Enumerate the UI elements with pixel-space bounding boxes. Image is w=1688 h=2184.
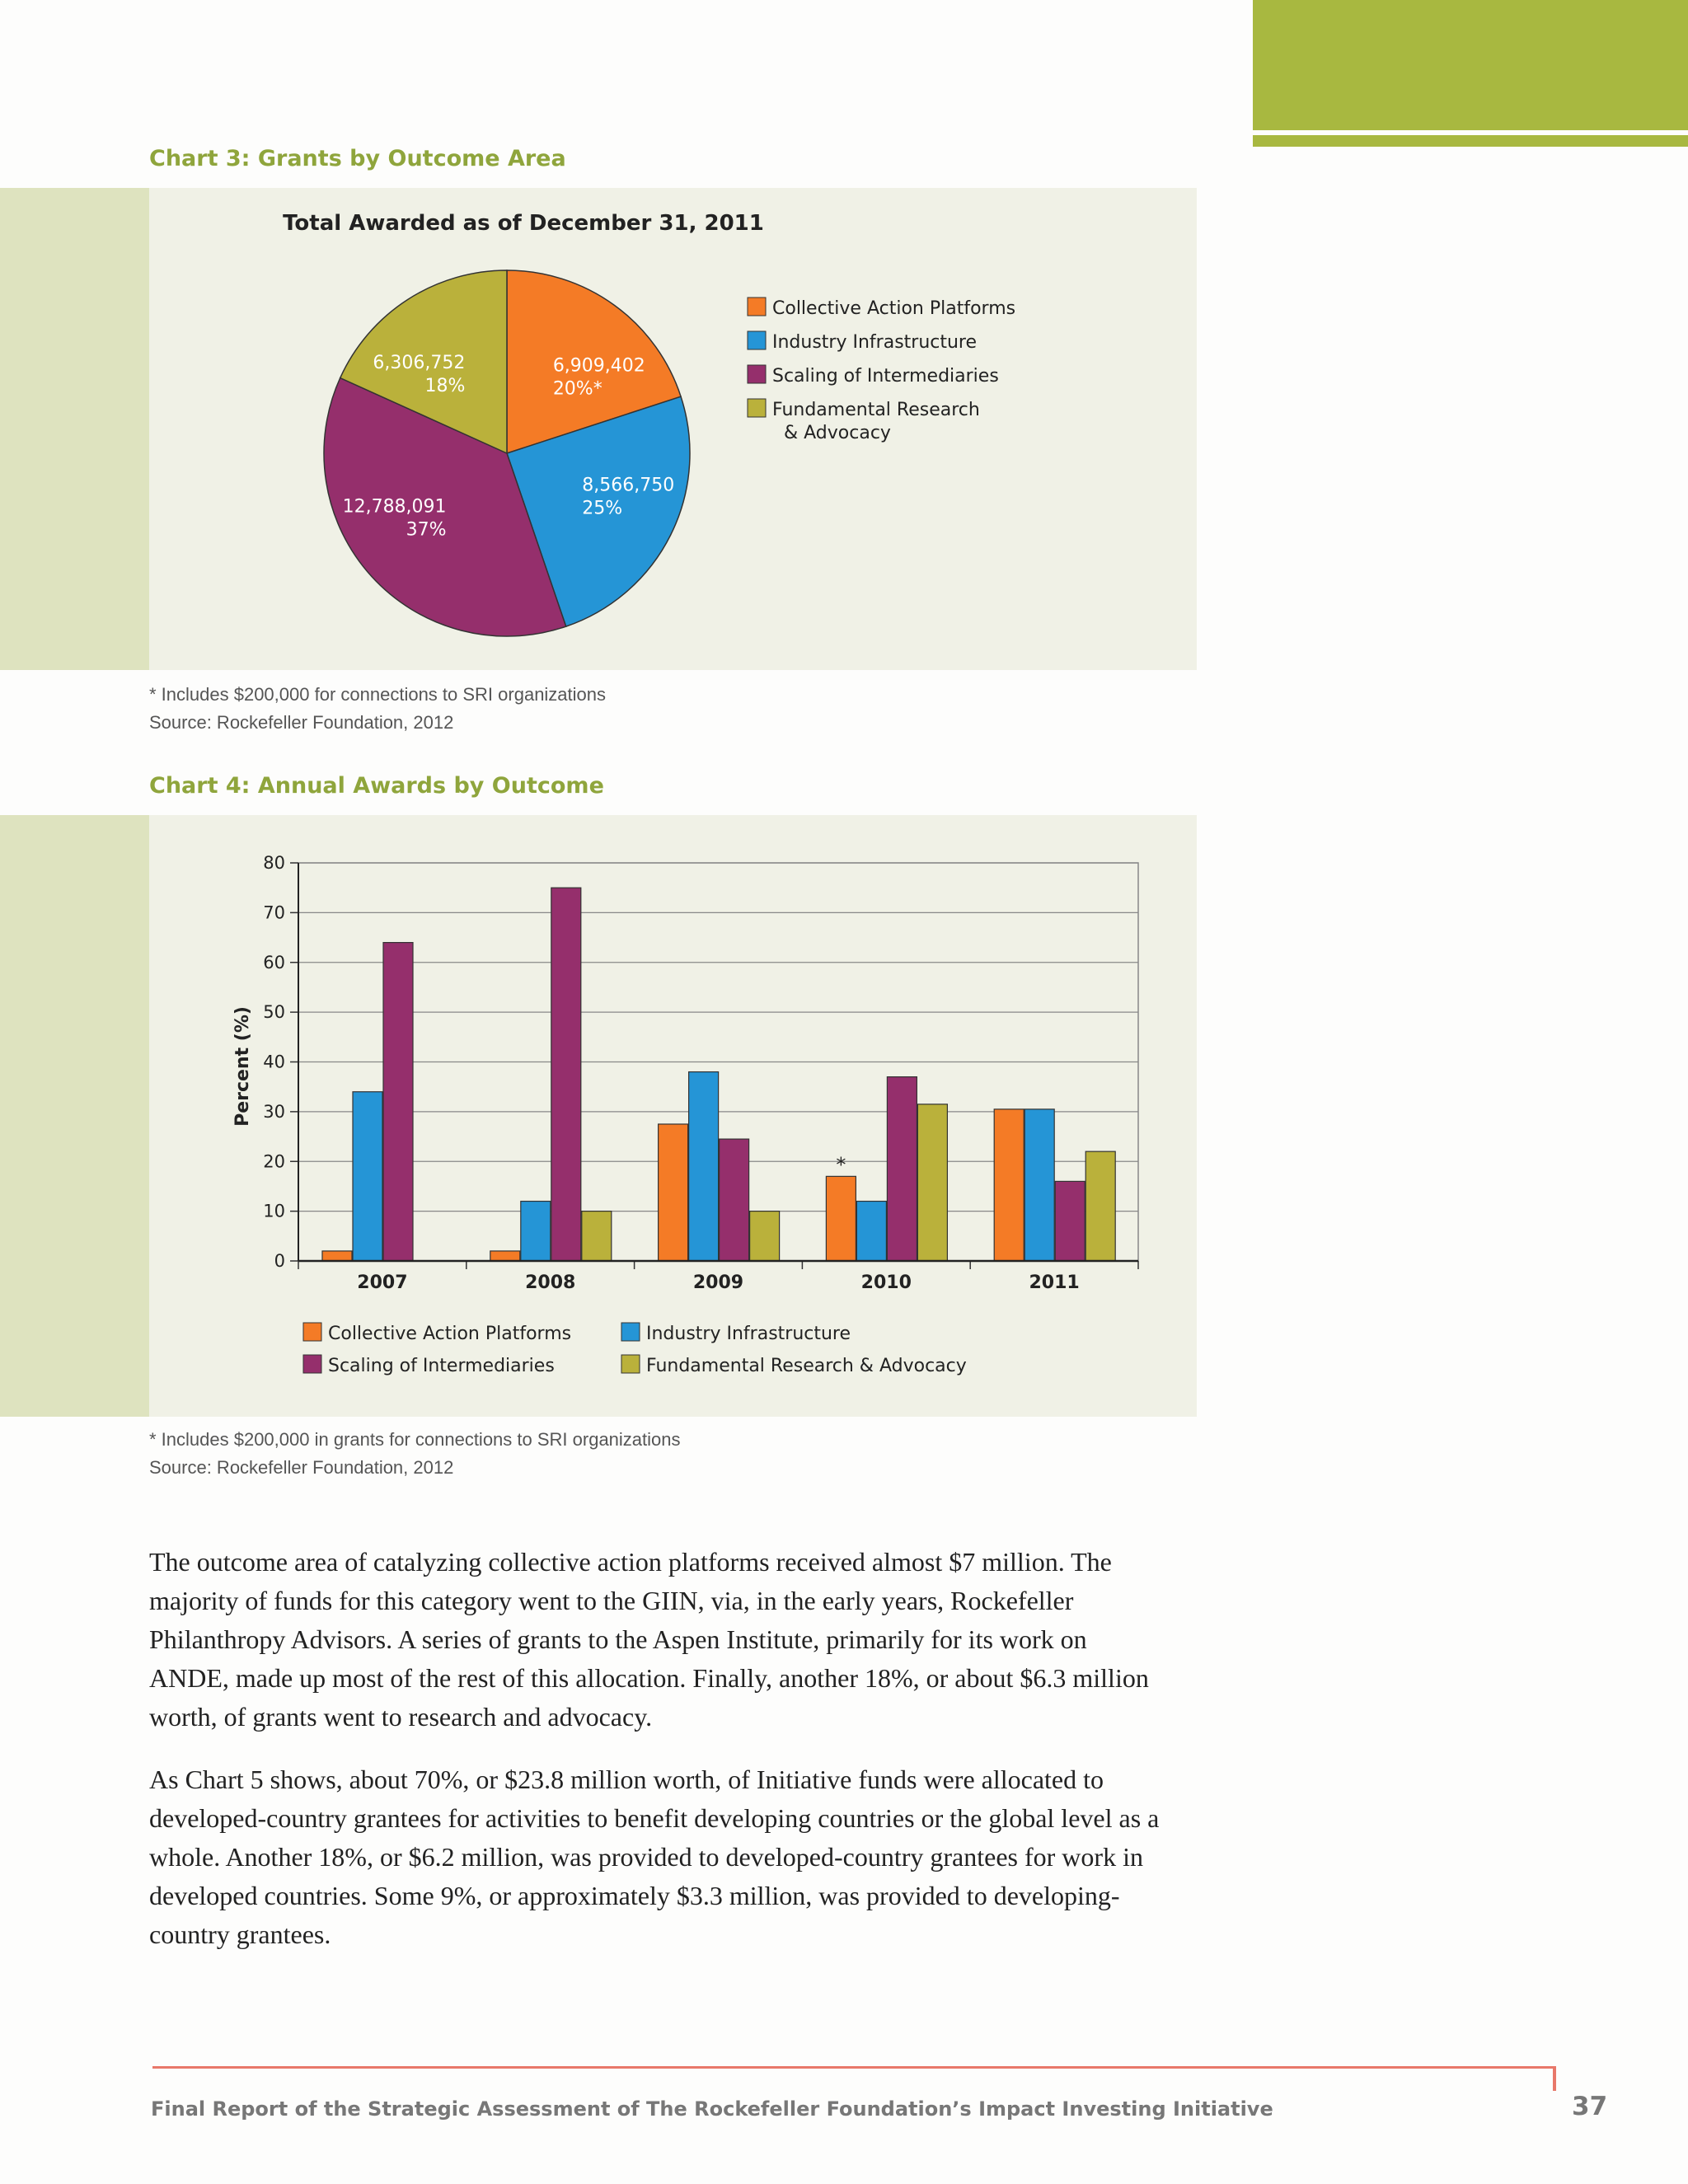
- bar-collective-action-platforms-2008: [490, 1251, 520, 1261]
- bar-scaling-of-intermediaries-2010: [887, 1077, 917, 1261]
- bar-legend-swatch: [303, 1355, 321, 1373]
- header-accent-line: [1253, 135, 1688, 147]
- pie-legend-swatch: [748, 399, 766, 417]
- chart4-source: Source: Rockefeller Foundation, 2012: [149, 1457, 454, 1478]
- bar-ytick-label: 70: [263, 902, 285, 923]
- bar-xtick-label: 2008: [525, 1272, 576, 1293]
- chart3-label: Chart 3: Grants by Outcome Area: [149, 146, 566, 171]
- bar-chart-ylabel: Percent (%): [232, 1006, 253, 1127]
- bar-collective-action-platforms-2011: [994, 1109, 1024, 1261]
- pie-percent-label: 25%: [582, 498, 623, 519]
- pie-percent-label: 37%: [406, 519, 447, 541]
- bar-xtick-label: 2007: [357, 1272, 408, 1293]
- pie-legend-swatch: [748, 298, 766, 316]
- bar-industry-infrastructure-2007: [353, 1092, 382, 1261]
- bar-collective-action-platforms-2009: [659, 1124, 688, 1261]
- bar-chart: [0, 815, 1197, 1417]
- pie-legend-label: & Advocacy: [772, 423, 891, 443]
- bar-legend-swatch: [621, 1355, 640, 1373]
- bar-ytick-label: 80: [263, 853, 285, 873]
- footer-rule: [152, 2066, 1555, 2069]
- chart3-footnote: * Includes $200,000 for connections to SRI organizations: [149, 684, 607, 705]
- bar-ytick-label: 30: [263, 1101, 285, 1122]
- pie-legend-label: Fundamental Research: [772, 400, 980, 420]
- bar-industry-infrastructure-2009: [689, 1072, 719, 1261]
- chart4-panel: [0, 815, 1197, 1417]
- bar-collective-action-platforms-2007: [322, 1251, 352, 1261]
- pie-value-label: 6,909,402: [552, 355, 645, 377]
- bar-ytick-label: 40: [263, 1052, 285, 1072]
- bar-scaling-of-intermediaries-2011: [1055, 1181, 1085, 1261]
- bar-fundamental-research-advocacy-2009: [750, 1212, 780, 1261]
- bar-ytick-label: 60: [263, 952, 285, 972]
- bar-xtick-label: 2009: [692, 1272, 744, 1293]
- pie-legend-label: Collective Action Platforms: [772, 298, 1016, 319]
- bar-ytick-label: 10: [263, 1201, 285, 1221]
- bar-scaling-of-intermediaries-2009: [720, 1139, 749, 1261]
- bar-fundamental-research-advocacy-2008: [582, 1212, 612, 1261]
- chart4-label: Chart 4: Annual Awards by Outcome: [149, 773, 604, 799]
- pie-legend-label: Scaling of Intermediaries: [772, 366, 999, 387]
- bar-legend-swatch: [303, 1323, 321, 1341]
- footer-title: Final Report of the Strategic Assessment of The Rockefeller Foundation’s Impact Investing Initiative: [151, 2097, 1273, 2121]
- bar-xtick-label: 2010: [860, 1272, 912, 1293]
- page-number: 37: [1572, 2092, 1608, 2121]
- bar-ytick-label: 0: [274, 1251, 285, 1271]
- bar-xtick-label: 2011: [1029, 1272, 1080, 1293]
- bar-legend-label: Fundamental Research & Advocacy: [646, 1356, 967, 1376]
- bar-legend-label: Industry Infrastructure: [646, 1324, 851, 1344]
- bar-scaling-of-intermediaries-2007: [383, 943, 413, 1261]
- bar-legend-swatch: [621, 1323, 640, 1341]
- body-paragraph-1: The outcome area of catalyzing collective action platforms received almost $7 million. The majority of funds for this category went to the GIIN, via, in the early years, Rockefeller Philanthropy Advisors. A series of grants to the Aspen Institute, primarily for its work on ANDE, made up most of the rest of this allocation. Finally, another 18%, or about $6.3 million worth, of grants went to research and advocacy.: [149, 1547, 1149, 1732]
- pie-value-label: 6,306,752: [373, 353, 466, 374]
- pie-percent-label: 18%: [424, 376, 466, 397]
- body-paragraph-2: As Chart 5 shows, about 70%, or $23.8 million worth, of Initiative funds were allocated to developed-country grantees for activities to benefit developing countries or the global level as a whole. Another 18%, or $6.2 million, was provided to developed-country grantees for work in developed countries. Some 9%, or approximately $3.3 million, was provided to developing-country grantees.: [149, 1765, 1160, 1949]
- pie-percent-label: 20%*: [552, 378, 603, 400]
- pie-chart: [0, 188, 1197, 670]
- footer-rule-tick: [1553, 2066, 1556, 2091]
- bar-fundamental-research-advocacy-2011: [1085, 1151, 1115, 1261]
- pie-value-label: 12,788,091: [342, 496, 447, 518]
- bar-ytick-label: 20: [263, 1151, 285, 1172]
- bar-annotation: *: [836, 1153, 846, 1177]
- bar-industry-infrastructure-2010: [856, 1202, 886, 1261]
- chart4-footnote: * Includes $200,000 in grants for connections to SRI organizations: [149, 1429, 681, 1450]
- bar-industry-infrastructure-2008: [521, 1202, 551, 1261]
- pie-legend-swatch: [748, 331, 766, 349]
- bar-industry-infrastructure-2011: [1025, 1109, 1054, 1261]
- chart3-panel: [0, 188, 1197, 670]
- pie-value-label: 8,566,750: [582, 475, 675, 496]
- bar-legend-label: Collective Action Platforms: [328, 1324, 572, 1344]
- header-accent-block: [1253, 0, 1688, 130]
- pie-legend-swatch: [748, 365, 766, 383]
- bar-collective-action-platforms-2010: [826, 1176, 856, 1261]
- chart3-source: Source: Rockefeller Foundation, 2012: [149, 712, 454, 733]
- bar-legend-label: Scaling of Intermediaries: [328, 1356, 555, 1376]
- bar-ytick-label: 50: [263, 1002, 285, 1023]
- pie-legend-label: Industry Infrastructure: [772, 332, 978, 353]
- bar-fundamental-research-advocacy-2010: [917, 1104, 947, 1261]
- pie-chart-title: Total Awarded as of December 31, 2011: [283, 211, 764, 236]
- bar-scaling-of-intermediaries-2008: [551, 888, 581, 1261]
